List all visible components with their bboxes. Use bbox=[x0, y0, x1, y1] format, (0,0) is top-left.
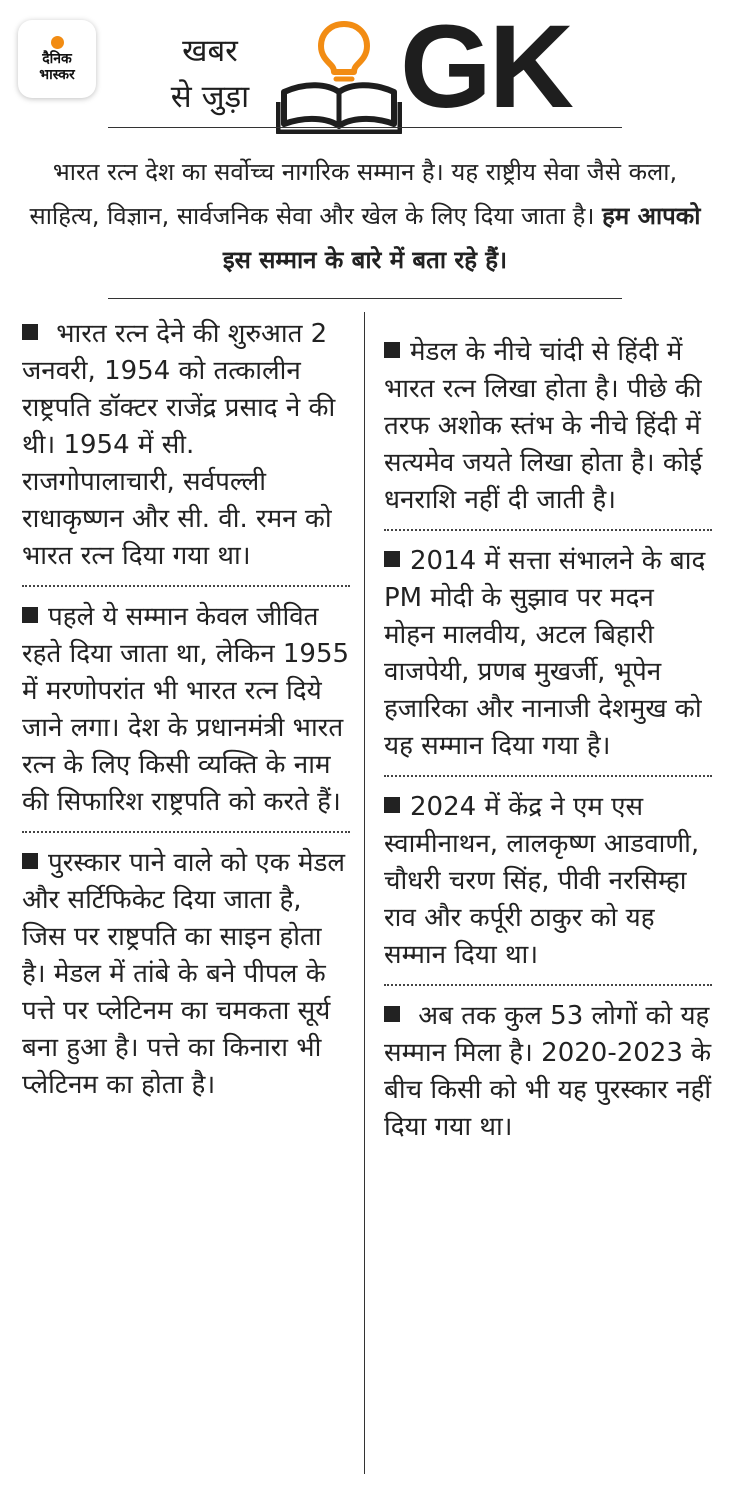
column-divider bbox=[364, 312, 365, 1474]
intro-divider bbox=[108, 298, 622, 299]
logo-dot-icon bbox=[51, 36, 64, 49]
square-bullet-icon bbox=[384, 342, 400, 358]
kicker-line-2: से जुड़ा bbox=[170, 79, 250, 115]
list-item: 2024 में केंद्र ने एम एस स्वामीनाथन, लालकृष्ण आडवाणी, चौधरी चरण सिंह, पीवी नरसिम्हा राव और कर्पूरी ठाकुर को यह सम्मान दिया था। bbox=[384, 792, 700, 970]
list-item: पहले ये सम्मान केवल जीवित रहते दिया जाता था, लेकिन 1955 में मरणोपरांत भी भारत रत्न दिये जाने लगा। देश के प्रधानमंत्री भारत रत्न के लिए किसी व्यक्ति के नाम की सिफारिश राष्ट्रपति को करते हैं। bbox=[22, 602, 350, 817]
dainik-bhaskar-logo bbox=[18, 20, 96, 98]
intro-paragraph bbox=[15, 150, 715, 282]
header-kicker bbox=[150, 28, 270, 120]
bulb-icon bbox=[312, 18, 376, 84]
logo-line-2: भास्कर bbox=[39, 66, 75, 83]
right-column bbox=[384, 312, 712, 1146]
list-item: भारत रत्न देने की शुरुआत 2 जनवरी, 1954 को तत्कालीन राष्ट्रपति डॉक्टर राजेंद्र प्रसाद ने की थी। 1954 में सी. राजगोपालाचारी, सर्वपल्ली राधाकृष्णन और सी. वी. रमन को भारत रत्न दिया गया था। bbox=[22, 319, 336, 571]
square-bullet-icon bbox=[384, 797, 400, 813]
kicker-line-1: खबर bbox=[182, 33, 238, 69]
square-bullet-icon bbox=[22, 607, 38, 623]
square-bullet-icon bbox=[384, 551, 400, 567]
left-column bbox=[22, 312, 350, 1104]
list-item: 2014 में सत्ता संभालने के बाद PM मोदी के सुझाव पर मदन मोहन मालवीय, अटल बिहारी वाजपेयी, प्रणब मुखर्जी, भूपेन हजारिका और नानाजी देशमुख को यह सम्मान दिया गया है। bbox=[384, 546, 706, 761]
square-bullet-icon bbox=[22, 324, 38, 340]
square-bullet-icon bbox=[384, 1006, 400, 1022]
list-item: पुरस्कार पाने वाले को एक मेडल और सर्टिफिकेट दिया जाता है, जिस पर राष्ट्रपति का साइन होता है। मेडल में तांबे के बने पीपल के पत्ते पर प्लेटिनम का चमकता सूर्य बना हुआ है। पत्ते का किनारा भी प्लेटिनम का होता है। bbox=[22, 848, 346, 1100]
square-bullet-icon bbox=[22, 853, 38, 869]
logo-line-1: दैनिक bbox=[42, 50, 72, 67]
header-title-gk: GK bbox=[400, 1, 571, 133]
header-divider bbox=[108, 127, 622, 128]
list-item: मेडल के नीचे चांदी से हिंदी में भारत रत्न लिखा होता है। पीछे की तरफ अशोक स्तंभ के नीचे हिंदी में सत्यमेव जयते लिखा होता है। कोई धनराशि नहीं दी जाती है। bbox=[384, 337, 703, 515]
list-item: अब तक कुल 53 लोगों को यह सम्मान मिला है। 2020-2023 के बीच किसी को भी यह पुरस्कार नहीं दिया गया था। bbox=[384, 1001, 712, 1142]
intro-highlight: हम आपको इस सम्मान के बारे में बता रहे हैं। bbox=[222, 202, 701, 274]
intro-text: भारत रत्न देश का सर्वोच्च नागरिक सम्मान है। यह राष्ट्रीय सेवा जैसे कला, साहित्य, विज्ञान, सार्वजनिक सेवा और खेल के लिए दिया जाता है। bbox=[29, 158, 678, 230]
open-book-icon bbox=[276, 80, 402, 134]
